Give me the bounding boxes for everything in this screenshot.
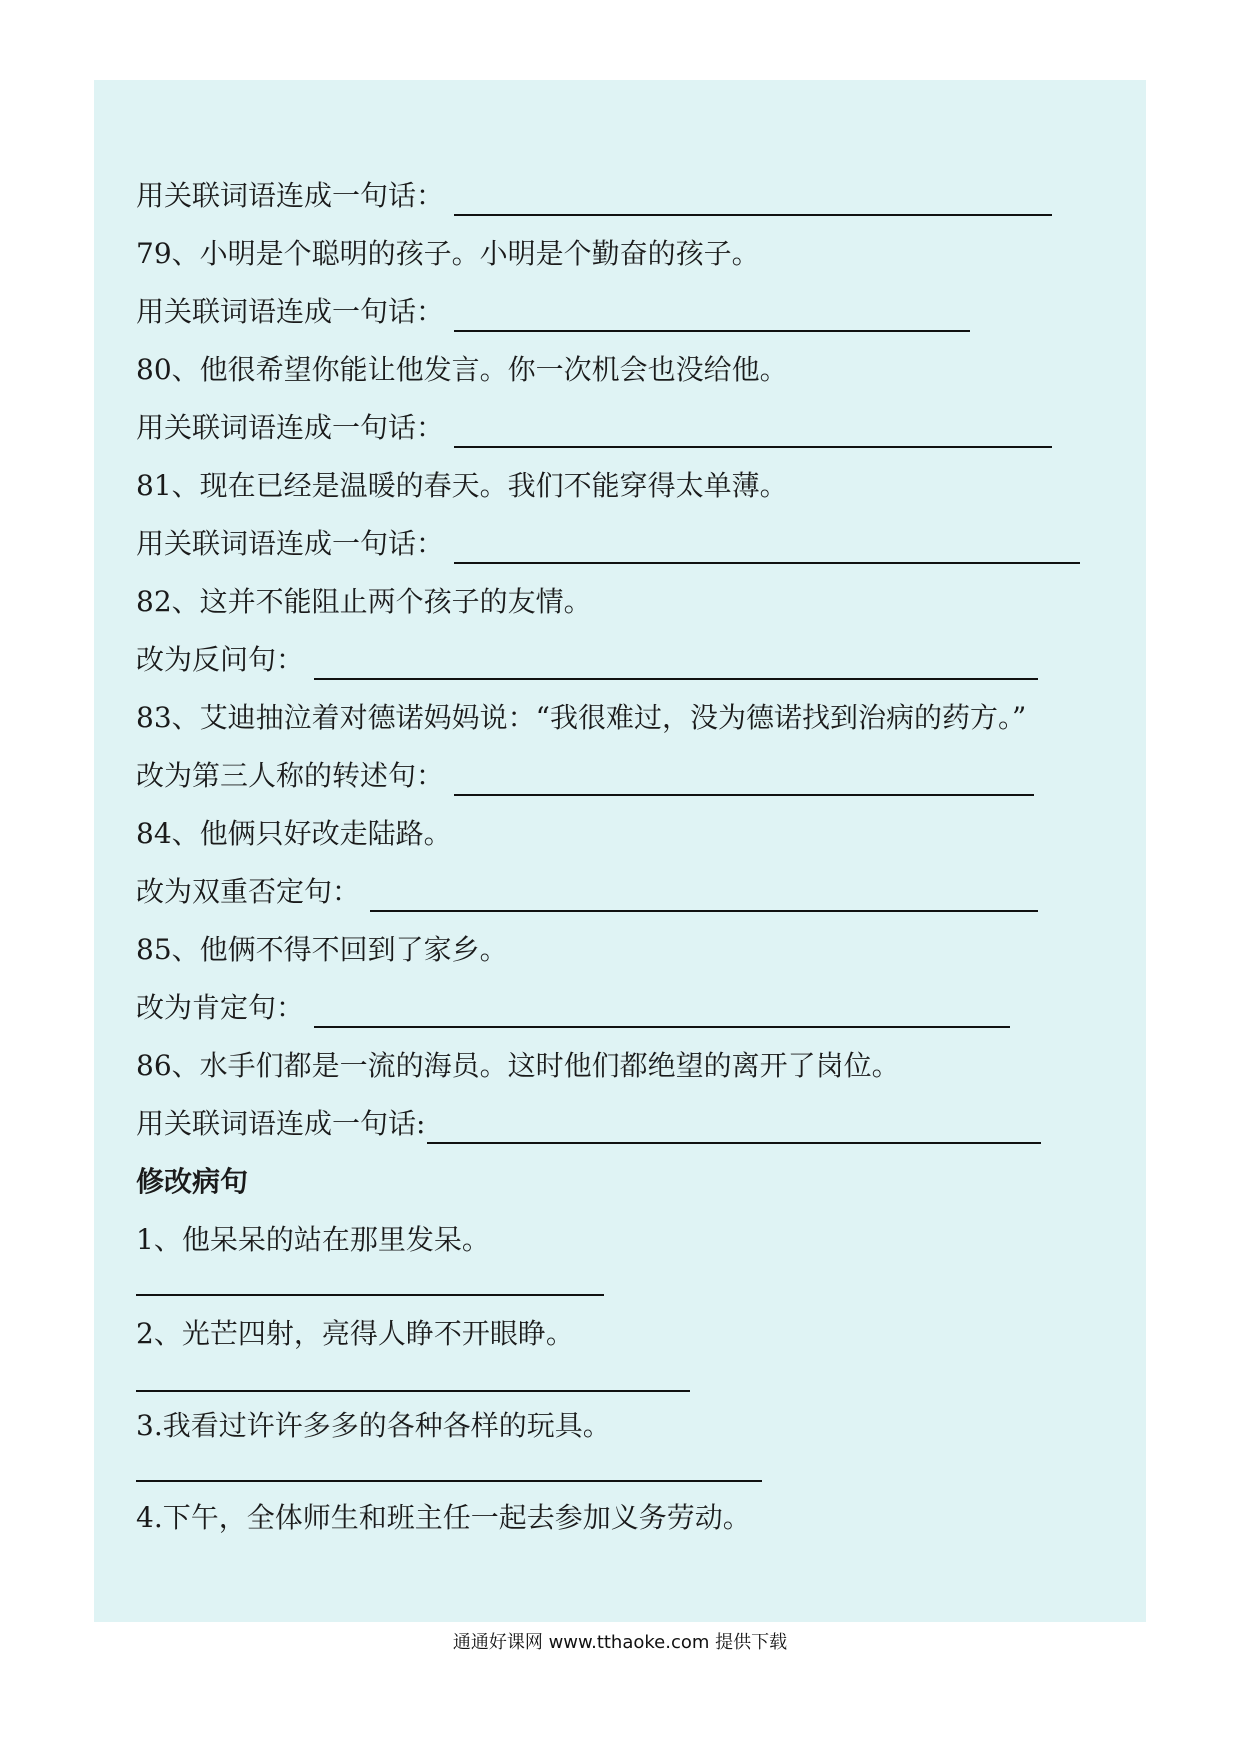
answer-line[interactable] (136, 1480, 762, 1482)
question-row (136, 694, 1026, 738)
question-row (136, 1042, 900, 1086)
question-text: 81、现在已经是温暖的春天。我们不能穿得太单薄。 (136, 469, 788, 502)
answer-line[interactable] (454, 184, 1052, 216)
question-row (136, 346, 788, 390)
answer-line[interactable] (136, 1390, 690, 1392)
fix-question-row (136, 1402, 611, 1446)
question-text: 86、水手们都是一流的海员。这时他们都绝望的离开了岗位。 (136, 1049, 900, 1082)
question-row (136, 810, 452, 854)
worksheet-page (94, 80, 1146, 1622)
instruction-label: 改为肯定句： (136, 991, 305, 1024)
instruction-row (136, 520, 1080, 564)
instruction-row (136, 404, 1052, 448)
question-text: 80、他很希望你能让他发言。你一次机会也没给他。 (136, 353, 788, 386)
section-title: 修改病句 (136, 1165, 249, 1198)
answer-line[interactable] (454, 532, 1080, 564)
fix-question-text: 1、他呆呆的站在那里发呆。 (136, 1223, 490, 1256)
page-footer: 通通好课网 www.tthaoke.com 提供下载 (452, 1632, 788, 1653)
fix-question-text: 4.下午，全体师生和班主任一起去参加义务劳动。 (136, 1501, 751, 1534)
question-text: 83、艾迪抽泣着对德诺妈妈说：“我很难过，没为德诺找到治病的药方。” (136, 701, 1027, 734)
instruction-label: 用关联词语连成一句话： (136, 527, 445, 560)
answer-line[interactable] (136, 1294, 604, 1296)
instruction-label: 用关联词语连成一句话： (136, 295, 445, 328)
instruction-row (136, 868, 1038, 912)
answer-line[interactable] (427, 1112, 1041, 1144)
answer-line[interactable] (454, 416, 1052, 448)
instruction-row (136, 984, 1010, 1028)
instruction-label: 改为反问句： (136, 643, 305, 676)
answer-line[interactable] (314, 648, 1038, 680)
instruction-row (136, 172, 1052, 216)
question-row (136, 462, 788, 506)
answer-line[interactable] (370, 880, 1038, 912)
question-row (136, 230, 760, 274)
fix-question-row (136, 1310, 574, 1354)
answer-line[interactable] (454, 300, 970, 332)
question-row (136, 926, 508, 970)
instruction-label: 改为第三人称的转述句： (136, 759, 445, 792)
instruction-row (136, 288, 970, 332)
instruction-row (136, 1100, 1041, 1144)
fix-question-row (136, 1216, 490, 1260)
question-text: 85、他俩不得不回到了家乡。 (136, 933, 508, 966)
instruction-row (136, 636, 1038, 680)
instruction-label: 用关联词语连成一句话： (136, 411, 445, 444)
question-text: 82、这并不能阻止两个孩子的友情。 (136, 585, 592, 618)
instruction-label: 用关联词语连成一句话： (136, 179, 445, 212)
instruction-row (136, 752, 1034, 796)
question-row (136, 578, 592, 622)
section-heading (136, 1158, 248, 1202)
question-text: 79、小明是个聪明的孩子。小明是个勤奋的孩子。 (136, 237, 760, 270)
fix-question-row (136, 1494, 751, 1538)
instruction-label: 用关联词语连成一句话: (136, 1107, 426, 1140)
answer-line[interactable] (314, 996, 1010, 1028)
fix-question-text: 2、光芒四射，亮得人睁不开眼睁。 (136, 1317, 574, 1350)
fix-question-text: 3.我看过许许多多的各种各样的玩具。 (136, 1409, 611, 1442)
question-text: 84、他俩只好改走陆路。 (136, 817, 452, 850)
answer-line[interactable] (454, 764, 1034, 796)
instruction-label: 改为双重否定句： (136, 875, 361, 908)
